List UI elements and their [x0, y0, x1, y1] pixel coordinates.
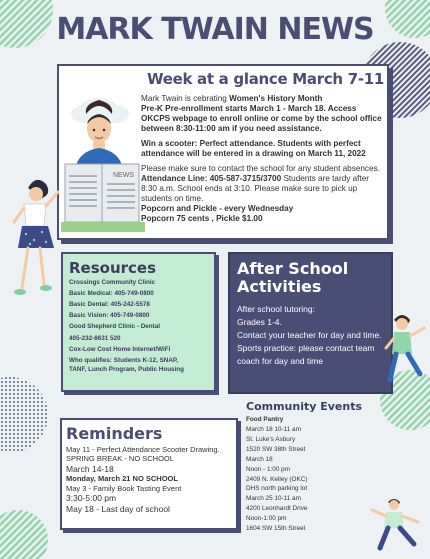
week-at-a-glance-card: [57, 64, 389, 240]
resources-card: [61, 252, 216, 392]
after-school-line: Grades 1-4.: [237, 316, 282, 327]
deco-circle-green-bottom-left: [0, 510, 48, 559]
community-event-line: Noon-1:00 pm: [246, 515, 287, 523]
dancing-person-illustration: [384, 310, 430, 390]
week-paragraph-1: Mark Twain is cebrating Women's History Month: [141, 94, 323, 103]
after-school-body: [237, 303, 384, 369]
reminder-item: SPRING BREAK - NO SCHOOL: [66, 454, 174, 464]
resource-line: 405-232-8631 520: [69, 334, 121, 342]
community-event-line: March 18: [246, 455, 273, 463]
reminder-item: Monday, March 21 NO SCHOOL: [66, 474, 178, 484]
newspaper-text: NEWS: [113, 172, 134, 179]
reminder-item: 3:30-5:00 pm: [66, 493, 117, 504]
resource-line: Basic Vision: 405-749-0800: [69, 312, 150, 320]
after-school-title: After School Activities: [237, 259, 349, 297]
week-popcorn-pickle: Popcorn and Pickle - every Wednesday: [141, 204, 294, 213]
week-popcorn-prices: Popcorn 75 cents , Pickle $1.00: [141, 214, 263, 223]
after-school-line: Sports practice: please contact team coach for day and time: [237, 343, 375, 367]
week-attendance: Please make sure to contact the school for any student absences. Attendance Line: 405-587-3715/3700 Students are tardy after 8:30 a.m. School ends at 3:10. Please make sure to pick up students on time.: [141, 164, 380, 203]
community-event-line: St. Luke's Asbury: [246, 435, 296, 443]
community-events-section: [246, 400, 376, 534]
man-reading-newspaper-illustration: [61, 84, 145, 234]
community-event-line: Noon - 1:00 pm: [246, 465, 291, 473]
reminder-item: March 14-18: [66, 463, 114, 474]
skater-illustration: [366, 496, 428, 556]
resource-line: TANF, Lunch Program, Public Housing: [69, 365, 184, 373]
deco-circle-dots-left: [0, 377, 48, 453]
community-event-line: 1520 SW 38th Street: [246, 445, 306, 453]
newsletter-title: MARK TWAIN NEWS: [56, 12, 374, 47]
community-event-line: 4200 Leonhardt Drive: [246, 505, 308, 513]
week-body: [141, 94, 387, 224]
community-event-line: Food Pantry: [246, 416, 284, 423]
reminders-title: Reminders: [66, 424, 163, 443]
resources-title: Resources: [69, 259, 157, 277]
resource-line: Basic Medical: 405-749-0800: [69, 290, 154, 298]
after-school-line: After school tutoring:: [237, 303, 315, 314]
reminders-card: [60, 418, 238, 530]
community-event-line: March 25 10-11 am: [246, 495, 301, 503]
community-event-line: March 18 10-11 am: [246, 425, 301, 433]
resource-line: Good Shepherd Clinic - Dental: [69, 323, 160, 331]
week-title: Week at a glance March 7-11: [147, 70, 385, 88]
reminder-item: May 11 - Perfect Attendance Scooter Drawing.: [66, 445, 220, 454]
community-events-title: Community Events: [246, 400, 363, 413]
week-scooter-drawing: Win a scooter: Perfect attendance. Students with perfect attendance will be entered in a drawing on March 11, 2022: [141, 139, 366, 158]
after-school-line: Contact your teacher for day and time.: [237, 330, 382, 341]
reminder-item: May 3 - Family Book Tasting Event: [66, 483, 182, 493]
resource-line: Who qualifies: Students K-12, SNAP,: [69, 356, 179, 364]
resource-line: Crossings Community Clinic: [69, 279, 156, 286]
community-event-line: 1604 SW 15th Street: [246, 525, 306, 533]
after-school-card: [228, 252, 393, 394]
community-event-line: DHS north parking lot: [246, 485, 308, 493]
community-event-line: 2409 N. Kelley (OKC): [246, 475, 308, 483]
reminder-item: May 18 - Last day of school: [66, 503, 170, 514]
resource-line: Cox-Low Cost Home Internet/WiFi: [69, 345, 171, 353]
girl-walking-illustration: [2, 170, 62, 310]
resource-line: Basic Dental: 405-242-5578: [69, 301, 150, 309]
week-pre-k-enrollment: Pre-K Pre-enrollment starts March 1 - March 18. Access OKCPS webpage to enroll online or come by the school office between 8:30-11:00 am if you need assistance.: [141, 104, 382, 133]
